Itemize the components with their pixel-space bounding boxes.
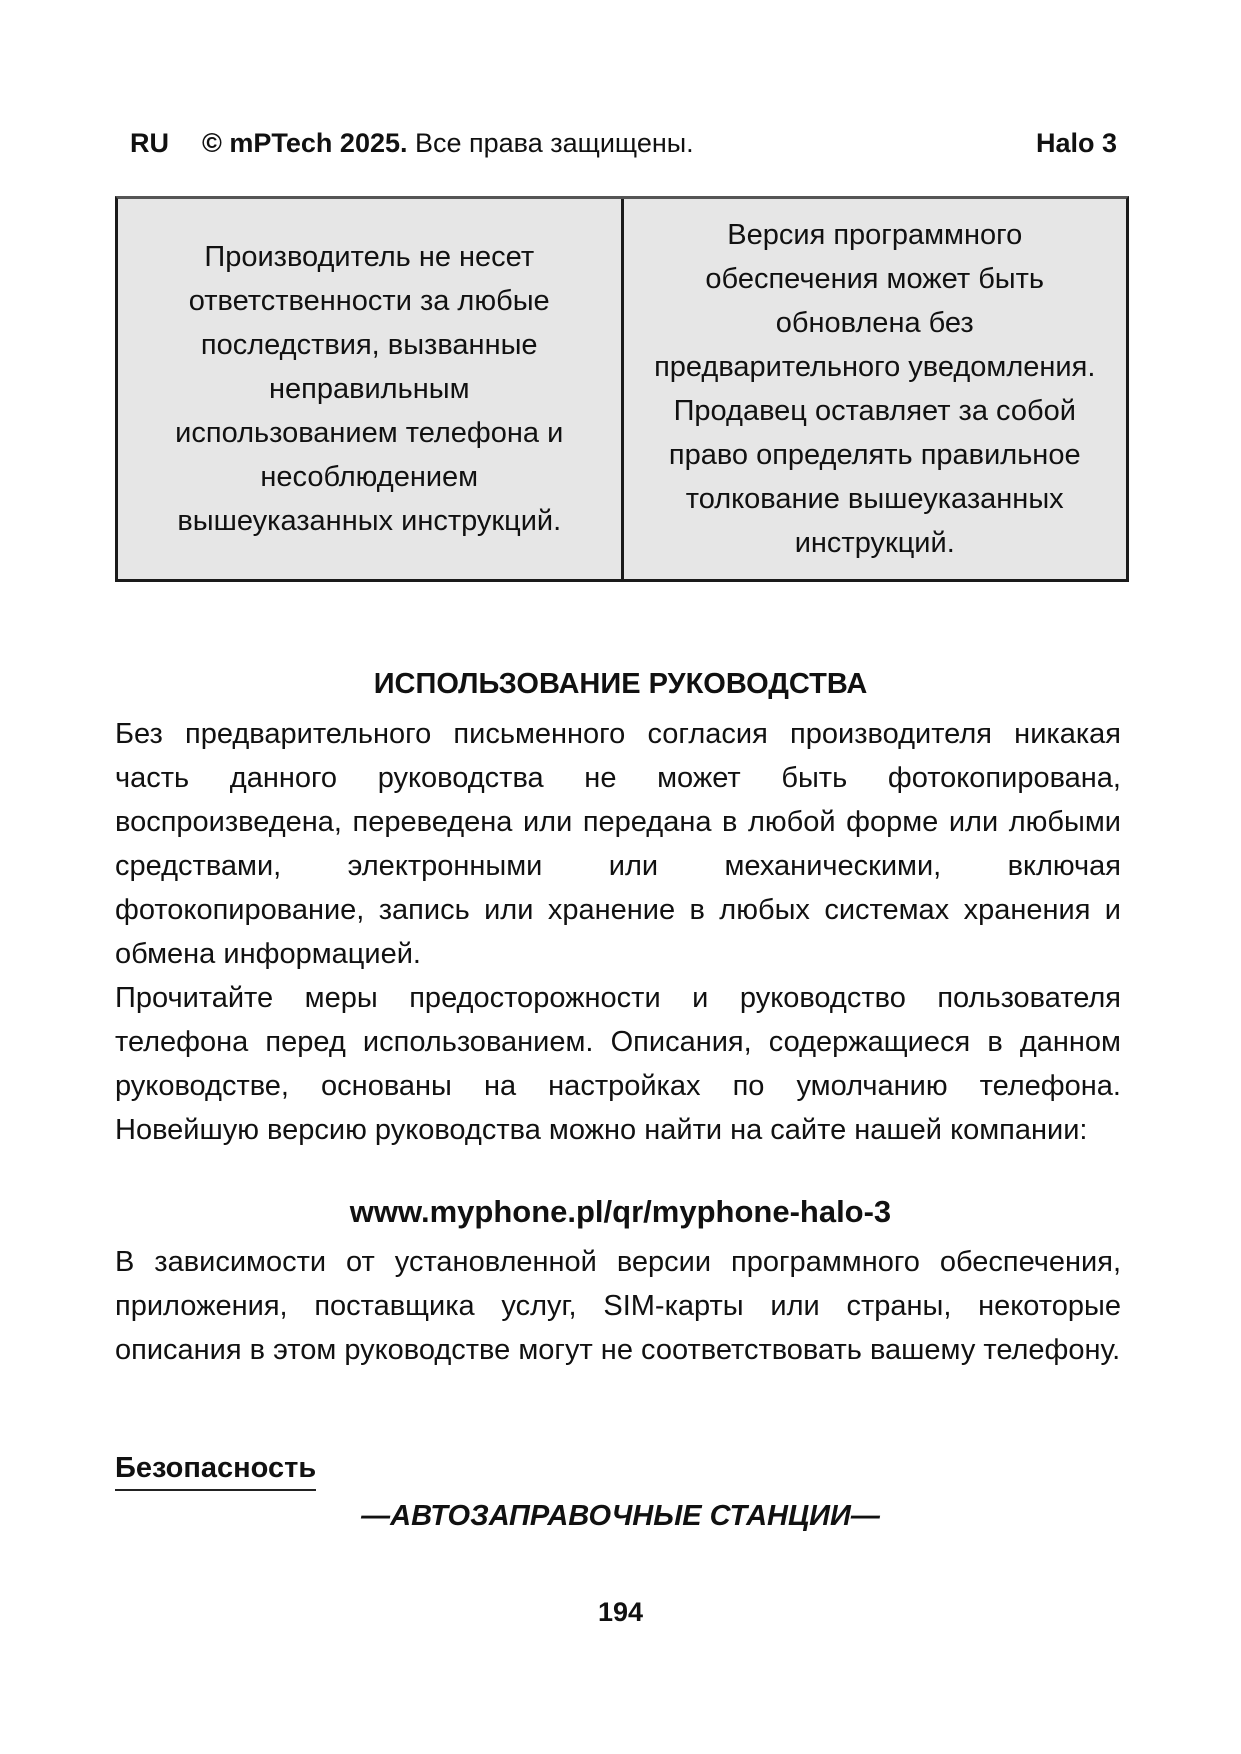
manual-url-link[interactable]: www.myphone.pl/qr/myphone-halo-3 (349, 1194, 892, 1229)
page-header (130, 128, 1117, 168)
safety-heading: Безопасность (115, 1452, 316, 1491)
model-name: Halo 3 (1035, 128, 1117, 158)
section-title: ИСПОЛЬЗОВАНИЕ РУКОВОДСТВА (373, 668, 868, 700)
variation-paragraph: В зависимости от установленной версии программного обеспечения, приложения, поставщика услуг, SIM-карты или страны, некоторые описания в этом руководстве могут не соответствовать вашему телефону. (115, 1246, 1121, 1366)
copyright-text: Все права защищены. (407, 128, 694, 158)
disclaimer-line: право определять правильное (668, 439, 1081, 471)
disclaimer-line: неправильным (268, 373, 470, 405)
disclaimer-line: предварительного уведомления. (654, 351, 1096, 383)
language-code: RU (130, 128, 169, 158)
copyright-paragraph: Без предварительного письменного согласия производителя никакая часть данного руководства не может быть фотокопирована, воспроизведена, переведена или передана в любой форме или любыми средствами, электронными или механическими, включая фотокопирование, запись или хранение в любых системах хранения и обмена информацией. (115, 718, 1121, 970)
page-number: 194 (597, 1597, 644, 1627)
disclaimer-line: последствия, вызванные (200, 329, 538, 361)
copyright-holder: © mPTech 2025. (202, 128, 408, 158)
disclaimer-line: толкование вышеуказанных (685, 483, 1064, 515)
gas-stations-heading: —АВТОЗАПРАВОЧНЫЕ СТАНЦИИ— (361, 1500, 880, 1532)
disclaimer-software (624, 199, 1127, 579)
disclaimer-line: вышеуказанных инструкций. (177, 505, 562, 537)
read-instructions-paragraph: Прочитайте меры предосторожности и руководство пользователя телефона перед использованием. Описания, содержащиеся в данном руководстве, основаны на настройках по умолчанию телефона. Новейшую версию руководства можно найти на сайте нашей компании: (115, 982, 1121, 1146)
disclaimer-line: ответственности за любые (188, 285, 550, 317)
disclaimer-line: инструкций. (794, 527, 955, 559)
disclaimer-line: обновлена без (775, 307, 974, 339)
disclaimer-line: использованием телефона и (175, 417, 564, 449)
disclaimer-line: обеспечения может быть (705, 263, 1045, 295)
disclaimer-line: Продавец оставляет за собой (673, 395, 1076, 427)
disclaimer-liability (118, 199, 624, 579)
copyright-notice (202, 128, 694, 159)
disclaimer-box (115, 196, 1129, 582)
disclaimer-line: Версия программного (727, 219, 1023, 251)
disclaimer-line: несоблюдением (260, 461, 479, 493)
disclaimer-line: Производитель не несет (204, 241, 535, 273)
